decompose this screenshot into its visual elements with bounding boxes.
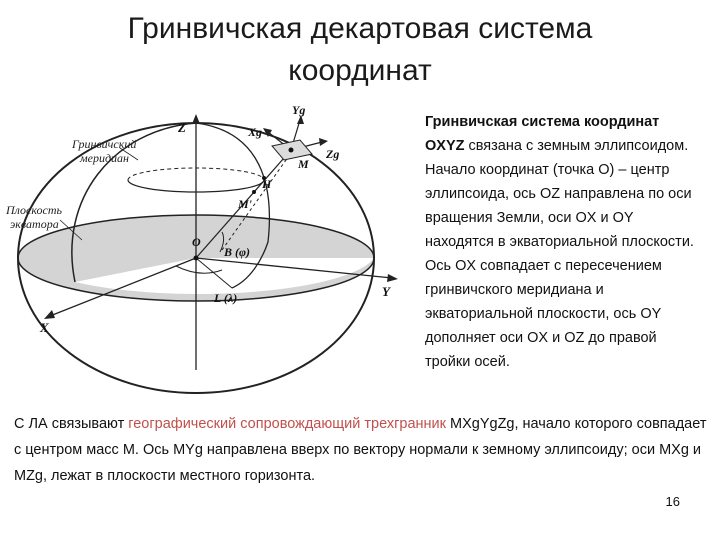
label-equator-1: Плоскость — [6, 203, 62, 217]
label-l: L (λ) — [214, 291, 238, 305]
label-b: B (φ) — [224, 245, 251, 259]
zg-axis-arrow — [319, 138, 328, 146]
axis-label-y: Y — [382, 284, 390, 299]
bottom-before: С ЛА связывают — [14, 416, 129, 432]
y-axis-arrow — [387, 274, 398, 282]
x-axis-arrow — [44, 310, 55, 319]
side-description — [425, 110, 700, 374]
bottom-accent-term: географический сопровождающий трехгранник — [128, 416, 446, 432]
label-o: O — [192, 235, 201, 249]
axis-label-x: X — [40, 320, 49, 335]
label-equator-2: экватора — [10, 217, 59, 231]
slide-title — [40, 8, 680, 92]
label-h: H — [262, 177, 272, 191]
title-line-2: координат — [288, 54, 432, 87]
title-line-1: Гринвичская декартовая система — [127, 12, 593, 45]
point-m-prime — [252, 190, 256, 194]
bottom-after: MXgYgZg, начало которого совпадает с центром масс М. Ось MYg направлена вверх по вектору нормали к земному эллипсоиду; оси MXg и MZg, лежат в плоскости местного горизонта. — [14, 416, 707, 484]
label-greenwich-1: Гринвичский — [72, 137, 137, 151]
side-bold-intro: Гринвичская система координат OXYZ — [425, 114, 660, 154]
label-m-prime: M' — [238, 197, 253, 211]
bottom-paragraph — [14, 411, 708, 489]
label-yg: Yg — [292, 103, 306, 117]
label-m: M — [298, 157, 309, 171]
label-xg: Xg — [248, 125, 263, 139]
z-axis-arrow — [192, 114, 200, 124]
coordinate-system-diagram — [0, 100, 420, 400]
origin-point — [194, 256, 199, 261]
axis-label-z: Z — [178, 120, 186, 135]
side-body: связана с земным эллипсоидом. Начало координат (точка О) – центр эллипсоида, ось OZ направлена по оси вращения Земли, оси OX и OY находятся в экваториальной плоскости. Ось OX совпадает с пересечением гринвичского меридиана и экваториальной плоскости, ось OY дополняет оси OX и OZ до правой тройки осей. — [425, 138, 694, 370]
point-m — [289, 148, 294, 153]
label-zg: Zg — [326, 147, 340, 161]
page-number: 16 — [665, 494, 680, 509]
label-greenwich-2: меридиан — [80, 151, 130, 165]
ellipsoid-diagram-svg — [0, 100, 420, 400]
